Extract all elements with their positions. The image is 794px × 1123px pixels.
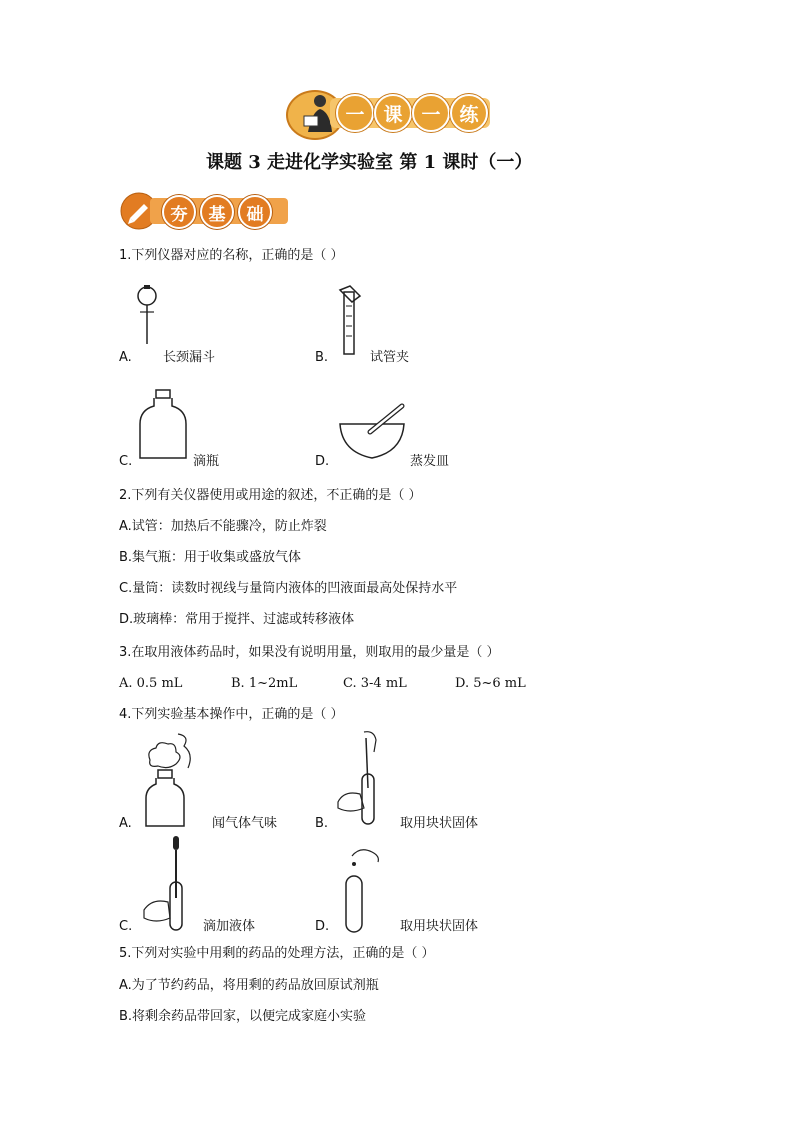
option-1a-letter: A.	[119, 350, 132, 365]
banner-char: 一	[412, 94, 450, 132]
header-banner	[286, 88, 496, 138]
option-1b-label: 试管夹	[370, 350, 410, 365]
section-char: 基	[200, 195, 234, 229]
test-tube-clamp-icon	[336, 286, 366, 356]
drop-solid-tube-icon	[340, 846, 400, 936]
option-2b: B.集气瓶：用于收集或盛放气体	[119, 550, 302, 565]
section-char: 础	[238, 195, 272, 229]
option-3d: D. 5~6 mL	[455, 676, 526, 691]
banner-char: 一	[336, 94, 374, 132]
reagent-bottle-icon	[136, 390, 190, 462]
option-4a-label: 闻气体气味	[212, 816, 278, 831]
question-4-stem: 4.下列实验基本操作中，正确的是（ ）	[119, 707, 344, 722]
long-neck-funnel-icon	[132, 282, 162, 352]
option-4b-label: 取用块状固体	[400, 816, 479, 831]
option-4d-label: 取用块状固体	[400, 919, 479, 934]
option-1d-label: 蒸发皿	[410, 454, 450, 469]
option-1a-label: 长颈漏斗	[163, 350, 216, 365]
option-5b: B.将剩余药品带回家，以便完成家庭小实验	[119, 1009, 367, 1024]
option-4c-label: 滴加液体	[203, 919, 256, 934]
banner-char: 练	[450, 94, 488, 132]
banner-char: 课	[374, 94, 412, 132]
option-1c-label: 滴瓶	[193, 454, 220, 469]
option-4a-letter: A.	[119, 816, 132, 831]
option-2a: A.试管：加热后不能骤冷，防止炸裂	[119, 519, 327, 534]
option-2d: D.玻璃棒：常用于搅拌、过滤或转移液体	[119, 612, 355, 627]
section-char: 夯	[162, 195, 196, 229]
option-5a: A.为了节约药品，将用剩的药品放回原试剂瓶	[119, 978, 379, 993]
question-2-stem: 2.下列有关仪器使用或用途的叙述，不正确的是（ ）	[119, 488, 422, 503]
question-3-stem: 3.在取用液体药品时，如果没有说明用量，则取用的最少量是（ ）	[119, 645, 500, 660]
option-4c-letter: C.	[119, 919, 133, 934]
dropper-tube-icon	[142, 834, 202, 934]
option-3a: A. 0.5 mL	[119, 676, 183, 691]
option-1c-letter: C.	[119, 454, 133, 469]
option-4d-letter: D.	[315, 919, 330, 934]
section-header	[120, 192, 290, 232]
option-4b-letter: B.	[315, 816, 329, 831]
option-3c: C. 3-4 mL	[343, 676, 407, 691]
option-1d-letter: D.	[315, 454, 330, 469]
option-3b: B. 1~2mL	[231, 676, 298, 691]
option-1b-letter: B.	[315, 350, 329, 365]
option-2c: C.量筒：读数时视线与量筒内液体的凹液面最高处保持水平	[119, 581, 458, 596]
solid-into-tube-icon	[334, 728, 394, 828]
question-5-stem: 5.下列对实验中用剩的药品的处理方法，正确的是（ ）	[119, 946, 435, 961]
lesson-title: 课题 3 走进化学实验室 第 1 课时（一）	[206, 152, 533, 173]
smell-gas-bottle-icon	[140, 732, 200, 828]
mortar-pestle-icon	[338, 404, 408, 464]
question-1-stem: 1.下列仪器对应的名称，正确的是（ ）	[119, 248, 344, 263]
